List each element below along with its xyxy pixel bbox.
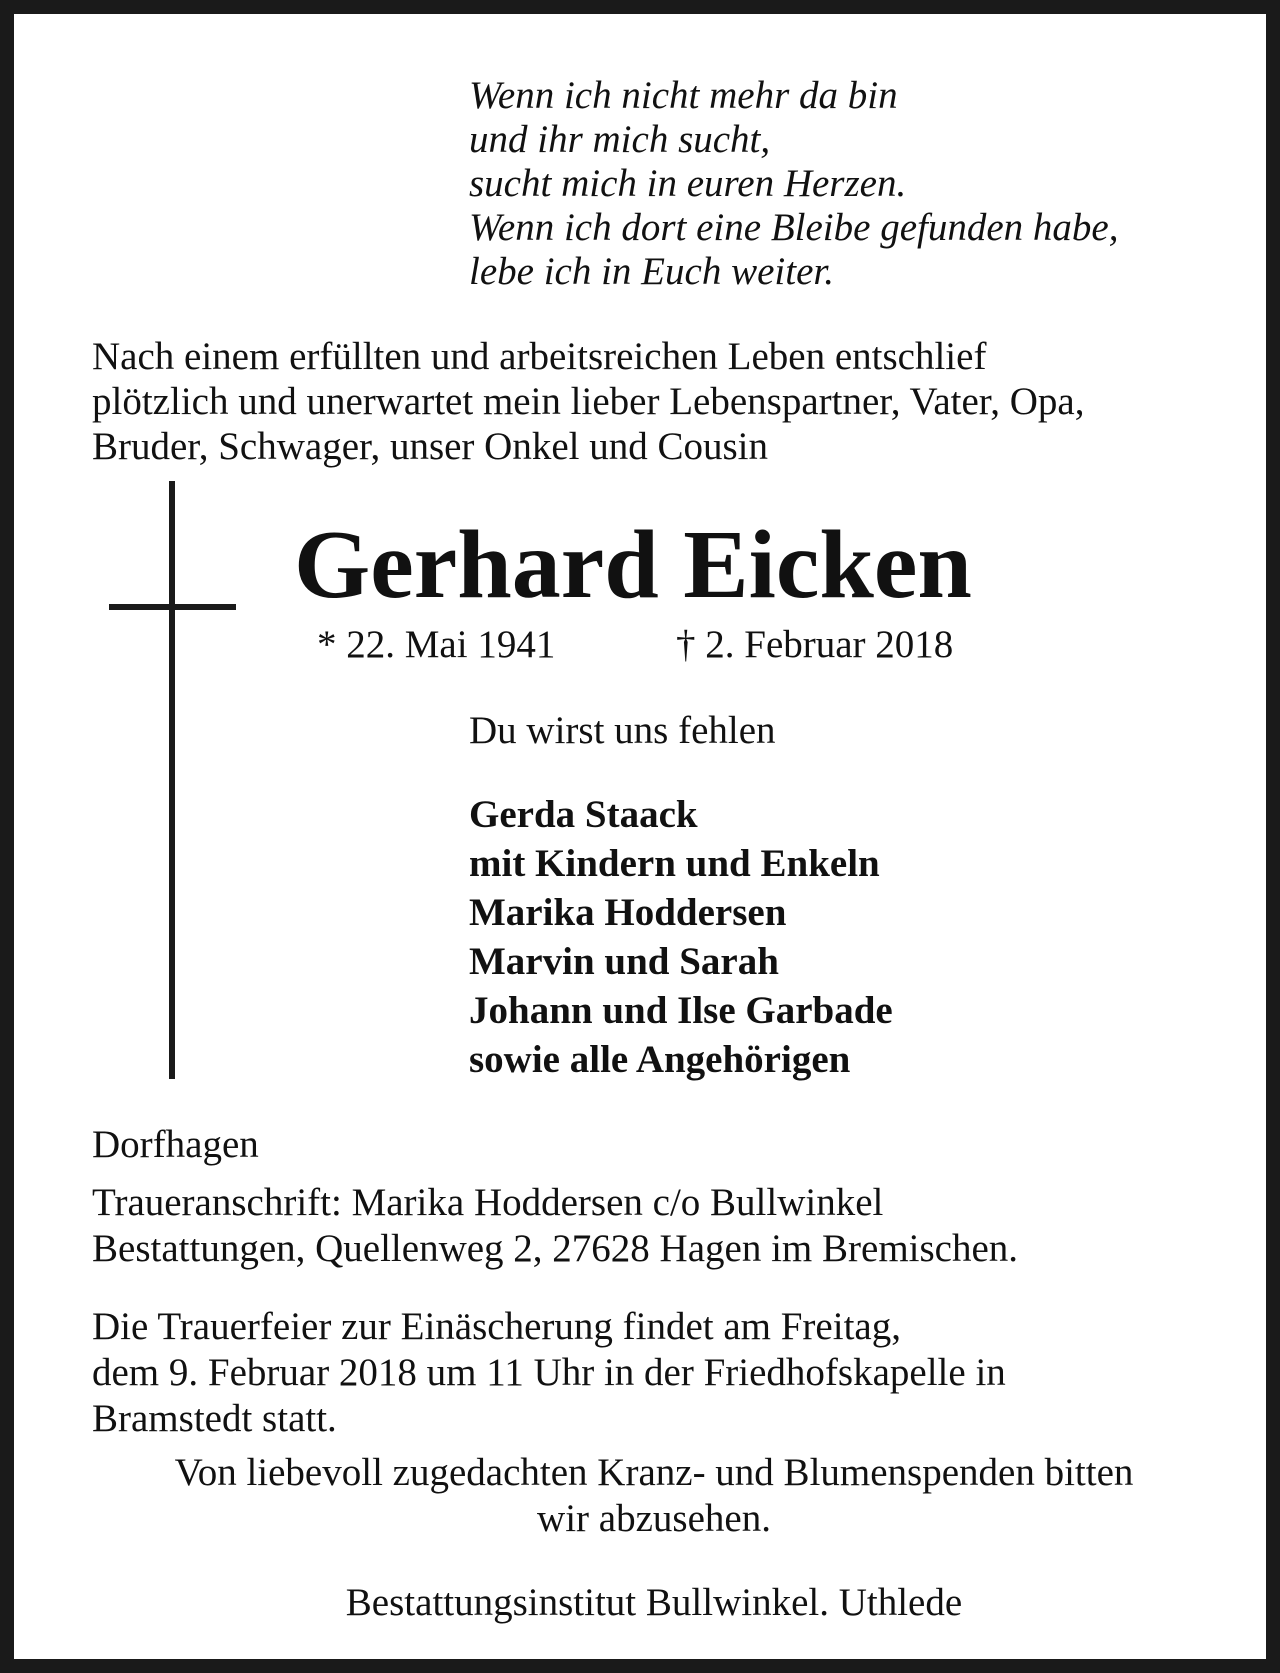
poem-line: sucht mich in euren Herzen.: [469, 162, 907, 205]
poem: [469, 74, 1118, 294]
death-date: † 2. Februar 2018: [676, 623, 954, 666]
intro-line: Nach einem erfüllten und arbeitsreichen Leben entschlief: [92, 335, 987, 378]
intro-line: Bruder, Schwager, unser Onkel und Cousin: [92, 425, 769, 468]
flowers-line: Von liebevoll zugedachten Kranz- und Blumenspenden bitten: [174, 1451, 1134, 1494]
place-name: Dorfhagen: [92, 1123, 259, 1166]
mourner-item: Johann und Ilse Garbade: [469, 989, 893, 1032]
mourner-item: Gerda Staack: [469, 793, 698, 836]
poem-line: Wenn ich nicht mehr da bin: [469, 74, 898, 117]
mourner-item: sowie alle Angehörigen: [469, 1038, 851, 1081]
flowers-request: [92, 1450, 1216, 1542]
intro-line: plötzlich und unerwartet mein lieber Lebenspartner, Vater, Opa,: [92, 380, 1085, 423]
ceremony-line: Die Trauerfeier zur Einäscherung findet am Freitag,: [92, 1305, 901, 1348]
mourner-item: Marvin und Sarah: [469, 940, 779, 983]
mourner-item: mit Kindern und Enkeln: [469, 842, 880, 885]
flowers-line: wir abzusehen.: [537, 1497, 771, 1540]
address-line: Bestattungen, Quellenweg 2, 27628 Hagen im Bremischen.: [92, 1227, 1019, 1270]
poem-line: lebe ich in Euch weiter.: [469, 250, 834, 293]
birth-date: * 22. Mai 1941: [317, 623, 556, 666]
cross-vertical-bar: [169, 481, 175, 1079]
farewell-line: Du wirst uns fehlen: [469, 709, 776, 752]
mourner-item: Marika Hoddersen: [469, 891, 787, 934]
address-line: Traueranschrift: Marika Hoddersen c/o Bullwinkel: [92, 1181, 884, 1224]
ceremony-line: Bramstedt statt.: [92, 1397, 337, 1440]
mourners-list: [469, 790, 893, 1084]
ceremony-info: [92, 1304, 1006, 1442]
poem-line: und ihr mich sucht,: [469, 118, 771, 161]
poem-line: Wenn ich dort eine Bleibe gefunden habe,: [469, 206, 1119, 249]
deceased-name: Gerhard Eicken: [294, 511, 972, 619]
mourning-address: [92, 1180, 1018, 1272]
undertaker-credit: Bestattungsinstitut Bullwinkel. Uthlede: [345, 1581, 963, 1624]
cross-horizontal-bar: [109, 604, 236, 610]
intro-text: [92, 334, 1084, 469]
ceremony-line: dem 9. Februar 2018 um 11 Uhr in der Friedhofskapelle in: [92, 1351, 1006, 1394]
